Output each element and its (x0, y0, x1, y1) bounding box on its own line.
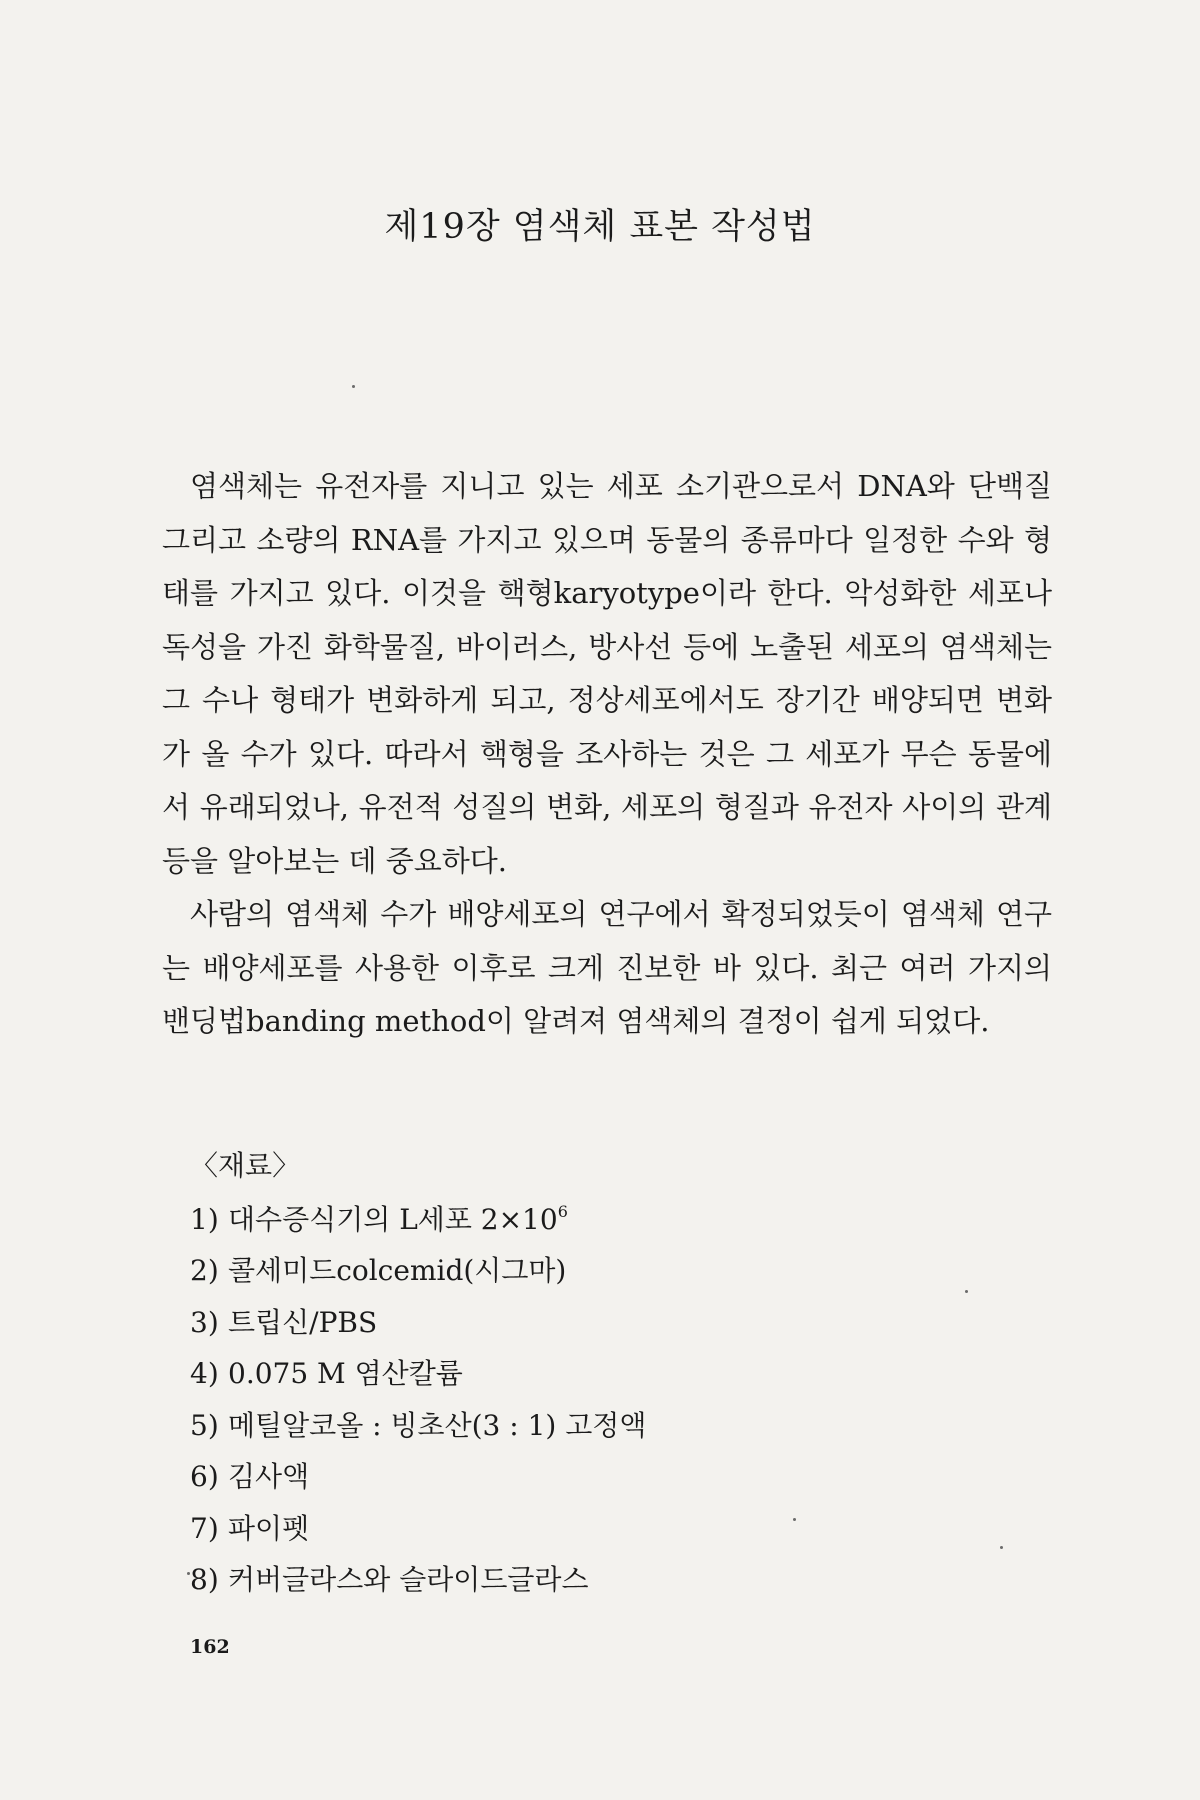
item-number: 5) (190, 1408, 219, 1442)
scan-speck (965, 1290, 968, 1293)
materials-item (190, 1348, 646, 1400)
item-text: 대수증식기의 L세포 2×10 (228, 1202, 558, 1236)
item-number: 4) (190, 1357, 219, 1390)
chapter-title: 제19장 염색체 표본 작성법 (384, 207, 816, 248)
body-text (162, 460, 1052, 1049)
paragraph-banding: 사람의 염색체 수가 배양세포의 연구에서 확정되었듯이 염색체 연구는 배양세포를 사용한 이후로 크게 진보한 바 있다. 최근 여러 가지의 밴딩법banding method이 알려져 염색체의 결정이 쉽게 되었다. (162, 897, 1052, 1038)
item-number: 6) (190, 1460, 219, 1493)
item-text: 김사액 (228, 1460, 310, 1493)
materials-item (190, 1297, 646, 1349)
materials-list (190, 1194, 646, 1606)
materials-section (190, 1140, 646, 1606)
item-text: 파이펫 (228, 1511, 310, 1545)
item-number: 3) (190, 1305, 219, 1339)
item-number: 1) (190, 1202, 219, 1236)
materials-item (190, 1194, 646, 1246)
materials-item (190, 1245, 646, 1297)
scan-speck (352, 385, 355, 388)
materials-item (190, 1554, 646, 1606)
paragraph-karyotype: 염색체는 유전자를 지니고 있는 세포 소기관으로서 DNA와 단백질 그리고 소량의 RNA를 가지고 있으며 동물의 종류마다 일정한 수와 형태를 가지고 있다. 이것을 핵형karyotype이라 한다. 악성화한 세포나 독성을 가진 화학물질, 바이러스, 방사선 등에 노출된 세포의 염색체는 그 수나 형태가 변화하게 되고, 정상세포에서도 장기간 배양되면 변화가 올 수가 있다. 따라서 핵형을 조사하는 것은 그 세포가 무슨 동물에서 유래되었나, 유전적 성질의 변화, 세포의 형질과 유전자 사이의 관계 등을 알아보는 데 중요하다. (162, 469, 1052, 878)
materials-heading: 〈재료〉 (190, 1149, 301, 1182)
item-text: 커버글라스와 슬라이드글라스 (228, 1563, 589, 1596)
item-text: 트립신/PBS (228, 1305, 378, 1339)
item-number: 8) (190, 1563, 219, 1596)
item-text: 0.075 M 염산칼륨 (228, 1357, 463, 1390)
item-number: 2) (190, 1254, 219, 1287)
materials-item (190, 1451, 646, 1503)
item-text: 메틸알코올 : 빙초산(3 : 1) 고정액 (228, 1408, 647, 1442)
item-superscript: 6 (557, 1201, 568, 1221)
scan-speck (793, 1518, 796, 1521)
scan-speck (187, 1572, 190, 1575)
scan-speck (1000, 1546, 1003, 1549)
materials-item (190, 1400, 646, 1452)
item-number: 7) (190, 1511, 219, 1545)
materials-item (190, 1503, 646, 1555)
page-number: 162 (190, 1636, 230, 1658)
item-text: 콜세미드colcemid(시그마) (228, 1254, 567, 1287)
